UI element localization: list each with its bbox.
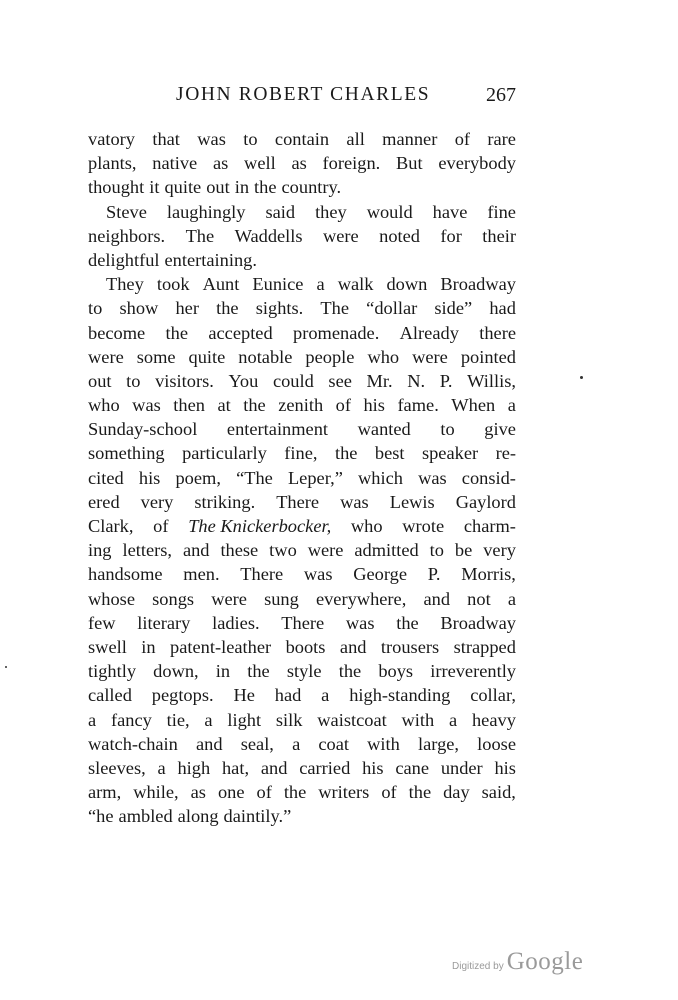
- word: of: [381, 782, 397, 803]
- word: a: [88, 709, 97, 730]
- word: heavy: [471, 709, 516, 730]
- word: “The: [236, 467, 273, 488]
- word: pegtops.: [151, 685, 214, 706]
- text-line: [88, 272, 516, 296]
- word: were: [88, 346, 124, 367]
- text-line: [88, 127, 516, 151]
- word: in: [234, 177, 250, 198]
- word: consid-: [461, 467, 516, 488]
- ink-speck: [580, 376, 583, 379]
- word: down,: [153, 661, 199, 682]
- word: writers: [318, 782, 370, 803]
- word: a: [449, 709, 458, 730]
- text-line: [88, 393, 516, 417]
- word: Lewis: [389, 491, 435, 512]
- text-line: [88, 635, 516, 659]
- word: to: [429, 540, 444, 561]
- word: patent-leather: [170, 636, 272, 657]
- word: was: [345, 612, 375, 633]
- word: become: [88, 322, 146, 343]
- word: have: [432, 201, 468, 222]
- page-header: [88, 84, 516, 114]
- word: while,: [133, 782, 179, 803]
- word: few: [88, 612, 116, 633]
- word: entertainment: [226, 419, 329, 440]
- word: Mr.: [366, 370, 393, 391]
- word: cane: [395, 757, 430, 778]
- word: their: [482, 225, 516, 246]
- word: along: [177, 806, 219, 827]
- word: speaker: [421, 443, 479, 464]
- word: N.: [407, 370, 426, 391]
- word: men.: [183, 564, 220, 585]
- word: arm,: [88, 782, 122, 803]
- word: and: [182, 540, 210, 561]
- word: give: [484, 419, 516, 440]
- word: promenade.: [293, 322, 380, 343]
- running-head: JOHN ROBERT CHARLES: [176, 84, 431, 105]
- word: her: [175, 298, 199, 319]
- word: Sunday-school: [88, 419, 198, 440]
- word: They: [106, 274, 144, 295]
- word: carried: [299, 757, 351, 778]
- word: tightly: [88, 661, 137, 682]
- word: of: [335, 395, 351, 416]
- word: coat: [318, 733, 350, 754]
- word: “dollar: [366, 298, 418, 319]
- word: could: [272, 370, 314, 391]
- word: these: [220, 540, 259, 561]
- watermark-prefix: Digitized by: [452, 961, 504, 972]
- word: swell: [88, 636, 127, 657]
- word: seal,: [240, 733, 274, 754]
- word: striking.: [194, 491, 256, 512]
- word: be: [454, 540, 473, 561]
- word: and: [196, 733, 223, 754]
- word: out: [206, 177, 230, 198]
- word: Aunt: [202, 274, 240, 295]
- word: people: [305, 346, 355, 367]
- word: were: [211, 588, 247, 609]
- text-line: [88, 345, 516, 369]
- word: When: [451, 395, 496, 416]
- word: a: [321, 685, 330, 706]
- word: were: [412, 346, 448, 367]
- text-line: [88, 514, 516, 538]
- word: the: [334, 443, 358, 464]
- word: sung: [264, 588, 299, 609]
- word: high: [177, 757, 211, 778]
- word: country.: [281, 177, 342, 198]
- word: as: [212, 153, 229, 174]
- word: silk: [275, 709, 303, 730]
- word: collar,: [470, 685, 516, 706]
- word: a: [204, 709, 213, 730]
- text-line: [88, 466, 516, 490]
- text-line: [88, 780, 516, 804]
- word: in: [215, 661, 231, 682]
- word: Steve: [106, 201, 147, 222]
- word: Morris,: [461, 564, 516, 585]
- word: was: [340, 491, 369, 512]
- word: trousers: [380, 636, 440, 657]
- word: irreverently: [430, 661, 516, 682]
- word: see: [328, 370, 352, 391]
- word: P.: [427, 564, 441, 585]
- word: strapped: [453, 636, 516, 657]
- word: loose: [477, 733, 516, 754]
- word: boys: [378, 661, 414, 682]
- word: fame.: [397, 395, 439, 416]
- word: waistcoat: [317, 709, 387, 730]
- body-text: [88, 127, 516, 828]
- word: Broadway: [440, 612, 516, 633]
- word: Broadway: [440, 274, 516, 295]
- text-line: [88, 200, 516, 224]
- word: the: [408, 782, 432, 803]
- word: sights.: [255, 298, 304, 319]
- word: show: [119, 298, 159, 319]
- word: to: [243, 129, 258, 149]
- text-line: [88, 175, 516, 199]
- text-line: [88, 369, 516, 393]
- word: light: [227, 709, 262, 730]
- word: fancy: [110, 709, 152, 730]
- text-line: [88, 321, 516, 345]
- word: contain: [274, 129, 330, 149]
- word: vatory: [88, 129, 135, 149]
- text-line: [88, 296, 516, 320]
- word: not: [467, 588, 491, 609]
- word: fine: [487, 201, 516, 222]
- word: with: [367, 733, 400, 754]
- digitized-watermark: [452, 948, 583, 976]
- word: Eunice: [252, 274, 304, 295]
- word: plants,: [88, 153, 137, 174]
- word: to: [126, 370, 141, 391]
- google-logo: Google: [506, 948, 584, 975]
- word: one: [217, 782, 245, 803]
- word: handsome: [88, 564, 163, 585]
- word: letters,: [122, 540, 172, 561]
- text-line: [88, 611, 516, 635]
- word: in: [141, 636, 156, 657]
- word: the: [338, 661, 362, 682]
- word: whose: [88, 588, 135, 609]
- page-number: 267: [486, 84, 516, 106]
- word: George: [353, 564, 408, 585]
- word: hat,: [221, 757, 250, 778]
- word: out: [88, 370, 112, 391]
- text-line: [88, 490, 516, 514]
- word: as: [190, 782, 206, 803]
- word: But: [396, 153, 423, 174]
- text-line: [88, 538, 516, 562]
- word: The: [185, 225, 215, 246]
- word: all: [346, 129, 365, 149]
- word: There: [276, 491, 320, 512]
- word: high-standing: [349, 685, 451, 706]
- word: delightful: [88, 249, 160, 270]
- word: tie,: [166, 709, 190, 730]
- word: they: [315, 201, 347, 222]
- word: quite: [164, 177, 202, 198]
- word: pointed: [460, 346, 516, 367]
- word: the: [396, 612, 419, 633]
- word: Gaylord: [455, 491, 516, 512]
- word: particularly: [182, 443, 267, 464]
- word: rare: [487, 129, 516, 149]
- word: and: [423, 588, 451, 609]
- word: noted: [379, 225, 420, 246]
- word: poem,: [175, 467, 221, 488]
- word: as: [291, 153, 307, 174]
- word: everybody: [438, 153, 516, 174]
- word: of: [153, 516, 169, 536]
- text-line: [88, 224, 516, 248]
- word: his: [138, 467, 161, 488]
- word: said: [265, 201, 296, 222]
- text-line: [88, 683, 516, 707]
- word: style: [286, 661, 322, 682]
- word: who: [88, 395, 120, 416]
- word: Waddells: [234, 225, 303, 246]
- word: and: [339, 636, 367, 657]
- word: literary: [137, 612, 191, 633]
- word: neighbors.: [88, 225, 166, 246]
- text-line: [88, 562, 516, 586]
- text-line: [88, 732, 516, 756]
- word: “he: [88, 806, 114, 827]
- word: with: [401, 709, 435, 730]
- word: were: [307, 540, 344, 561]
- word: well: [244, 153, 276, 174]
- word: to: [88, 298, 103, 319]
- word: ing: [88, 540, 112, 561]
- word: very: [483, 540, 516, 561]
- word: who: [367, 346, 400, 367]
- text-line: [88, 151, 516, 175]
- word: There: [240, 564, 284, 585]
- word: sleeves,: [88, 757, 146, 778]
- word: ered: [88, 491, 120, 512]
- word: said,: [481, 782, 516, 803]
- word: of: [454, 129, 471, 149]
- text-line: [88, 804, 516, 828]
- word: The Knickerbocker,: [188, 516, 332, 536]
- word: called: [88, 685, 132, 706]
- word: which: [357, 467, 403, 488]
- word: took: [156, 274, 190, 295]
- word: admitted: [354, 540, 419, 561]
- word: fine,: [284, 443, 318, 464]
- word: a: [507, 588, 516, 609]
- word: watch-chain: [88, 733, 178, 754]
- word: the: [247, 661, 270, 682]
- word: his: [362, 757, 384, 778]
- word: thought: [88, 177, 145, 198]
- word: two: [269, 540, 297, 561]
- word: to: [440, 419, 455, 440]
- word: the: [254, 177, 277, 198]
- text-line: [88, 659, 516, 683]
- word: for: [440, 225, 462, 246]
- word: was: [132, 395, 161, 416]
- word: was: [197, 129, 226, 149]
- text-line: [88, 587, 516, 611]
- word: ladies.: [212, 612, 260, 633]
- word: manner: [382, 129, 438, 149]
- word: wanted: [357, 419, 411, 440]
- word: charm-: [463, 516, 516, 536]
- word: the: [165, 322, 188, 343]
- word: cited: [88, 467, 124, 488]
- word: native: [152, 153, 198, 174]
- word: very: [140, 491, 174, 512]
- text-line: [88, 248, 516, 272]
- word: side”: [434, 298, 473, 319]
- word: laughingly: [166, 201, 246, 222]
- word: best: [374, 443, 405, 464]
- word: that: [152, 129, 180, 149]
- word: there: [479, 322, 516, 343]
- word: wrote: [402, 516, 445, 536]
- word: zenith: [278, 395, 324, 416]
- word: walk: [337, 274, 374, 295]
- word: Already: [399, 322, 459, 343]
- word: his: [494, 757, 516, 778]
- text-line: [88, 756, 516, 780]
- word: some: [136, 346, 176, 367]
- text-line: [88, 417, 516, 441]
- word: day: [443, 782, 470, 803]
- word: ambled: [118, 806, 173, 827]
- word: a: [157, 757, 166, 778]
- word: accepted: [208, 322, 273, 343]
- word: had: [489, 298, 516, 319]
- word: the: [216, 298, 239, 319]
- word: it: [149, 177, 160, 198]
- word: at: [217, 395, 231, 416]
- word: notable: [238, 346, 293, 367]
- word: boots: [285, 636, 326, 657]
- word: foreign.: [322, 153, 381, 174]
- word: visitors.: [155, 370, 214, 391]
- word: daintily.”: [223, 806, 292, 827]
- word: a: [292, 733, 301, 754]
- word: then: [173, 395, 205, 416]
- word: who: [350, 516, 383, 536]
- word: The: [320, 298, 350, 319]
- word: the: [283, 782, 307, 803]
- word: entertaining.: [164, 249, 257, 270]
- text-line: [88, 708, 516, 732]
- word: the: [243, 395, 266, 416]
- word: everywhere,: [315, 588, 407, 609]
- word: There: [281, 612, 325, 633]
- word: of: [256, 782, 272, 803]
- word: down: [386, 274, 428, 295]
- word: songs: [152, 588, 195, 609]
- ink-speck: [5, 666, 7, 668]
- word: a: [507, 395, 516, 416]
- word: quite: [188, 346, 226, 367]
- word: He: [233, 685, 255, 706]
- word: something: [88, 443, 165, 464]
- word: was: [418, 467, 447, 488]
- word: would: [366, 201, 413, 222]
- word: his: [363, 395, 385, 416]
- word: a: [316, 274, 325, 295]
- word: was: [303, 564, 333, 585]
- word: P.: [439, 370, 453, 391]
- word: under: [440, 757, 483, 778]
- word: Clark,: [88, 516, 134, 536]
- text-line: [88, 441, 516, 465]
- word: You: [228, 370, 259, 391]
- word: Leper,”: [287, 467, 343, 488]
- word: re-: [495, 443, 516, 464]
- word: large,: [418, 733, 460, 754]
- word: Willis,: [467, 370, 516, 391]
- word: were: [322, 225, 359, 246]
- word: had: [274, 685, 302, 706]
- word: and: [260, 757, 288, 778]
